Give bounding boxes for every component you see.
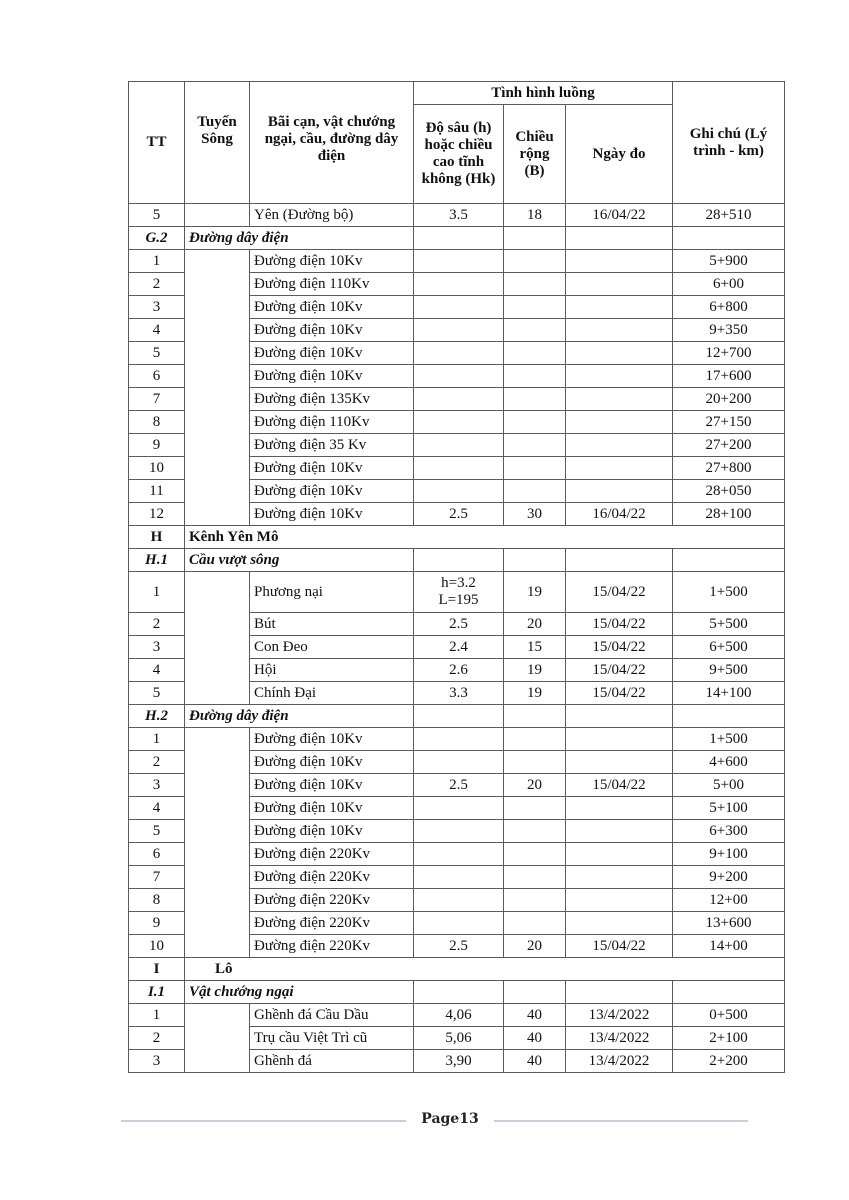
cell-depth xyxy=(414,912,504,935)
empty-cell xyxy=(504,549,566,572)
cell-date xyxy=(566,342,673,365)
section-row xyxy=(129,981,785,1004)
cell-date xyxy=(566,296,673,319)
cell-tt: 5 xyxy=(129,820,185,843)
cell-name: Đường điện 10Kv xyxy=(250,503,414,526)
cell-name: Đường điện 10Kv xyxy=(250,820,414,843)
cell-width: 20 xyxy=(504,613,566,636)
cell-width: 40 xyxy=(504,1027,566,1050)
cell-depth xyxy=(414,388,504,411)
cell-km: 1+500 xyxy=(673,572,785,613)
cell-km: 27+800 xyxy=(673,457,785,480)
cell-depth xyxy=(414,480,504,503)
section-code: H xyxy=(129,526,185,549)
cell-depth xyxy=(414,751,504,774)
cell-tt: 12 xyxy=(129,503,185,526)
cell-date: 15/04/22 xyxy=(566,935,673,958)
cell-width xyxy=(504,273,566,296)
cell-tt: 3 xyxy=(129,296,185,319)
page-footer xyxy=(121,1108,748,1134)
cell-date xyxy=(566,365,673,388)
cell-width: 19 xyxy=(504,659,566,682)
cell-tt: 5 xyxy=(129,342,185,365)
cell-width xyxy=(504,797,566,820)
cell-tt: 11 xyxy=(129,480,185,503)
cell-name: Đường điện 220Kv xyxy=(250,889,414,912)
cell-date xyxy=(566,250,673,273)
cell-km: 27+200 xyxy=(673,434,785,457)
cell-depth xyxy=(414,250,504,273)
cell-tt: 5 xyxy=(129,682,185,705)
cell-date xyxy=(566,751,673,774)
cell-depth: 2.6 xyxy=(414,659,504,682)
header-tt: TT xyxy=(129,82,185,204)
empty-cell xyxy=(414,981,504,1004)
cell-width xyxy=(504,480,566,503)
cell-tuyen xyxy=(185,728,250,958)
cell-name: Đường điện 10Kv xyxy=(250,457,414,480)
table-row xyxy=(129,204,785,227)
cell-km: 14+00 xyxy=(673,935,785,958)
cell-width xyxy=(504,411,566,434)
cell-width: 20 xyxy=(504,935,566,958)
empty-cell xyxy=(504,227,566,250)
cell-tt: 7 xyxy=(129,866,185,889)
cell-name: Đường điện 220Kv xyxy=(250,912,414,935)
cell-date xyxy=(566,728,673,751)
cell-depth xyxy=(414,296,504,319)
cell-km: 28+510 xyxy=(673,204,785,227)
header-tinh-hinh-luong: Tình hình luồng xyxy=(414,82,673,105)
section-code: H.2 xyxy=(129,705,185,728)
cell-width xyxy=(504,365,566,388)
cell-depth xyxy=(414,434,504,457)
table-body xyxy=(129,204,785,1073)
cell-width xyxy=(504,820,566,843)
cell-depth: 2.5 xyxy=(414,774,504,797)
cell-km: 13+600 xyxy=(673,912,785,935)
cell-depth: 4,06 xyxy=(414,1004,504,1027)
section-code: I xyxy=(129,958,185,981)
cell-width xyxy=(504,342,566,365)
cell-name: Hội xyxy=(250,659,414,682)
cell-depth: 2.5 xyxy=(414,613,504,636)
section-row xyxy=(129,526,785,549)
cell-depth: 3.5 xyxy=(414,204,504,227)
cell-depth xyxy=(414,273,504,296)
header-do-sau: Độ sâu (h) hoặc chiều cao tĩnh không (Hk) xyxy=(414,105,504,204)
cell-width xyxy=(504,889,566,912)
cell-name: Đường điện 220Kv xyxy=(250,935,414,958)
cell-km: 12+700 xyxy=(673,342,785,365)
depth-line-2: L=195 xyxy=(438,592,479,608)
empty-cell xyxy=(566,549,673,572)
cell-tt: 3 xyxy=(129,1050,185,1073)
page-number: Page13 xyxy=(421,1111,479,1127)
table-row xyxy=(129,572,785,613)
empty-cell xyxy=(414,227,504,250)
table-row xyxy=(129,1004,785,1027)
empty-cell xyxy=(673,981,785,1004)
cell-tt: 5 xyxy=(129,204,185,227)
cell-tt: 10 xyxy=(129,457,185,480)
cell-name: Trụ cầu Việt Trì cũ xyxy=(250,1027,414,1050)
cell-width xyxy=(504,912,566,935)
cell-depth xyxy=(414,866,504,889)
cell-km: 12+00 xyxy=(673,889,785,912)
cell-km: 9+350 xyxy=(673,319,785,342)
cell-tt: 9 xyxy=(129,912,185,935)
cell-width: 40 xyxy=(504,1050,566,1073)
cell-km: 20+200 xyxy=(673,388,785,411)
cell-width xyxy=(504,296,566,319)
cell-km: 6+500 xyxy=(673,636,785,659)
cell-name: Đường điện 10Kv xyxy=(250,751,414,774)
cell-depth: 2.5 xyxy=(414,503,504,526)
cell-tt: 8 xyxy=(129,411,185,434)
cell-name: Đường điện 10Kv xyxy=(250,250,414,273)
cell-name: Đường điện 10Kv xyxy=(250,797,414,820)
empty-cell xyxy=(566,705,673,728)
cell-tt: 4 xyxy=(129,319,185,342)
cell-width xyxy=(504,728,566,751)
cell-km: 1+500 xyxy=(673,728,785,751)
cell-name: Đường điện 35 Kv xyxy=(250,434,414,457)
cell-date: 15/04/22 xyxy=(566,613,673,636)
cell-name: Bút xyxy=(250,613,414,636)
cell-km: 2+100 xyxy=(673,1027,785,1050)
section-row xyxy=(129,705,785,728)
cell-date xyxy=(566,866,673,889)
cell-tt: 3 xyxy=(129,636,185,659)
cell-date: 15/04/22 xyxy=(566,636,673,659)
cell-tt: 1 xyxy=(129,1004,185,1027)
cell-name: Phương nại xyxy=(250,572,414,613)
cell-width: 30 xyxy=(504,503,566,526)
cell-date: 16/04/22 xyxy=(566,503,673,526)
cell-date xyxy=(566,912,673,935)
cell-name: Chính Đại xyxy=(250,682,414,705)
cell-name: Đường điện 10Kv xyxy=(250,365,414,388)
section-title: Đường dây điện xyxy=(185,227,414,250)
cell-tt: 2 xyxy=(129,613,185,636)
empty-cell xyxy=(504,981,566,1004)
cell-tt: 2 xyxy=(129,273,185,296)
cell-tt: 4 xyxy=(129,659,185,682)
cell-depth: 5,06 xyxy=(414,1027,504,1050)
cell-name: Đường điện 135Kv xyxy=(250,388,414,411)
cell-tt: 6 xyxy=(129,365,185,388)
cell-name: Đường điện 10Kv xyxy=(250,728,414,751)
cell-km: 9+200 xyxy=(673,866,785,889)
cell-depth xyxy=(414,843,504,866)
cell-tuyen xyxy=(185,204,250,227)
cell-width xyxy=(504,319,566,342)
section-code: I.1 xyxy=(129,981,185,1004)
cell-tt: 2 xyxy=(129,751,185,774)
cell-width: 18 xyxy=(504,204,566,227)
empty-cell xyxy=(566,981,673,1004)
cell-date: 13/4/2022 xyxy=(566,1050,673,1073)
cell-depth xyxy=(414,457,504,480)
footer-rule-left xyxy=(121,1120,406,1122)
cell-depth xyxy=(414,820,504,843)
cell-tt: 10 xyxy=(129,935,185,958)
cell-km: 6+300 xyxy=(673,820,785,843)
cell-depth xyxy=(414,728,504,751)
empty-cell xyxy=(566,227,673,250)
cell-width: 19 xyxy=(504,682,566,705)
table-row xyxy=(129,728,785,751)
cell-km: 6+800 xyxy=(673,296,785,319)
cell-date xyxy=(566,273,673,296)
cell-km: 5+900 xyxy=(673,250,785,273)
cell-date xyxy=(566,820,673,843)
cell-tt: 9 xyxy=(129,434,185,457)
cell-date: 15/04/22 xyxy=(566,682,673,705)
section-title: Đường dây điện xyxy=(185,705,414,728)
cell-name: Đường điện 10Kv xyxy=(250,342,414,365)
cell-km: 0+500 xyxy=(673,1004,785,1027)
cell-tt: 8 xyxy=(129,889,185,912)
cell-tt: 1 xyxy=(129,728,185,751)
cell-date xyxy=(566,388,673,411)
empty-cell xyxy=(414,549,504,572)
cell-km: 5+100 xyxy=(673,797,785,820)
cell-name: Ghềnh đá Cầu Dầu xyxy=(250,1004,414,1027)
cell-km: 27+150 xyxy=(673,411,785,434)
cell-date xyxy=(566,797,673,820)
cell-width: 20 xyxy=(504,774,566,797)
section-row xyxy=(129,549,785,572)
cell-depth xyxy=(414,889,504,912)
empty-cell xyxy=(673,705,785,728)
cell-date xyxy=(566,843,673,866)
empty-cell xyxy=(673,227,785,250)
cell-km: 17+600 xyxy=(673,365,785,388)
cell-tt: 1 xyxy=(129,250,185,273)
cell-depth: 3,90 xyxy=(414,1050,504,1073)
cell-depth: 2.4 xyxy=(414,636,504,659)
section-title: Lô xyxy=(185,958,785,981)
cell-width: 15 xyxy=(504,636,566,659)
header-ngay-do: Ngày đo xyxy=(566,105,673,204)
cell-depth xyxy=(414,319,504,342)
cell-date: 16/04/22 xyxy=(566,204,673,227)
section-code: G.2 xyxy=(129,227,185,250)
cell-name: Đường điện 10Kv xyxy=(250,296,414,319)
section-row xyxy=(129,958,785,981)
cell-date: 13/4/2022 xyxy=(566,1027,673,1050)
cell-tt: 7 xyxy=(129,388,185,411)
cell-name: Đường điện 10Kv xyxy=(250,774,414,797)
cell-km: 14+100 xyxy=(673,682,785,705)
cell-depth xyxy=(414,411,504,434)
cell-date: 15/04/22 xyxy=(566,774,673,797)
cell-depth xyxy=(414,572,504,613)
cell-width: 40 xyxy=(504,1004,566,1027)
header-tuyen-song: Tuyến Sông xyxy=(185,82,250,204)
cell-depth: 3.3 xyxy=(414,682,504,705)
cell-tuyen xyxy=(185,250,250,526)
header-bai-can: Bãi cạn, vật chướng ngại, cầu, đường dây điện xyxy=(250,82,414,204)
cell-width: 19 xyxy=(504,572,566,613)
cell-date: 13/4/2022 xyxy=(566,1004,673,1027)
cell-name: Đường điện 220Kv xyxy=(250,866,414,889)
cell-date xyxy=(566,411,673,434)
cell-tt: 4 xyxy=(129,797,185,820)
cell-date: 15/04/22 xyxy=(566,659,673,682)
cell-km: 9+100 xyxy=(673,843,785,866)
section-title: Vật chướng ngại xyxy=(185,981,414,1004)
cell-width xyxy=(504,457,566,480)
cell-tt: 2 xyxy=(129,1027,185,1050)
cell-km: 28+050 xyxy=(673,480,785,503)
cell-depth xyxy=(414,797,504,820)
cell-name: Yên (Đường bộ) xyxy=(250,204,414,227)
cell-name: Đường điện 10Kv xyxy=(250,480,414,503)
cell-km: 28+100 xyxy=(673,503,785,526)
table-row xyxy=(129,250,785,273)
cell-name: Đường điện 110Kv xyxy=(250,273,414,296)
depth-line-1: h=3.2 xyxy=(441,575,476,591)
cell-date xyxy=(566,889,673,912)
waterway-table xyxy=(128,81,785,1073)
cell-tuyen xyxy=(185,1004,250,1073)
cell-km: 5+500 xyxy=(673,613,785,636)
cell-tt: 3 xyxy=(129,774,185,797)
footer-rule-right xyxy=(494,1120,748,1122)
cell-name: Đường điện 110Kv xyxy=(250,411,414,434)
cell-date xyxy=(566,319,673,342)
cell-depth xyxy=(414,342,504,365)
cell-width xyxy=(504,434,566,457)
cell-km: 6+00 xyxy=(673,273,785,296)
section-code: H.1 xyxy=(129,549,185,572)
cell-name: Đường điện 10Kv xyxy=(250,319,414,342)
cell-name: Đường điện 220Kv xyxy=(250,843,414,866)
cell-km: 2+200 xyxy=(673,1050,785,1073)
cell-width xyxy=(504,843,566,866)
section-row xyxy=(129,227,785,250)
cell-name: Con Đeo xyxy=(250,636,414,659)
empty-cell xyxy=(673,549,785,572)
cell-km: 5+00 xyxy=(673,774,785,797)
cell-date: 15/04/22 xyxy=(566,572,673,613)
cell-width xyxy=(504,388,566,411)
cell-tt: 1 xyxy=(129,572,185,613)
cell-km: 4+600 xyxy=(673,751,785,774)
header-chieu-rong: Chiều rộng (B) xyxy=(504,105,566,204)
cell-date xyxy=(566,457,673,480)
section-title: Cầu vượt sông xyxy=(185,549,414,572)
empty-cell xyxy=(504,705,566,728)
cell-tt: 6 xyxy=(129,843,185,866)
cell-depth xyxy=(414,365,504,388)
cell-tuyen xyxy=(185,572,250,705)
cell-km: 9+500 xyxy=(673,659,785,682)
empty-cell xyxy=(414,705,504,728)
cell-depth: 2.5 xyxy=(414,935,504,958)
cell-name: Ghềnh đá xyxy=(250,1050,414,1073)
cell-width xyxy=(504,250,566,273)
cell-date xyxy=(566,434,673,457)
section-title: Kênh Yên Mô xyxy=(185,526,785,549)
cell-width xyxy=(504,751,566,774)
header-ghi-chu: Ghi chú (Lý trình - km) xyxy=(673,82,785,204)
cell-date xyxy=(566,480,673,503)
cell-width xyxy=(504,866,566,889)
